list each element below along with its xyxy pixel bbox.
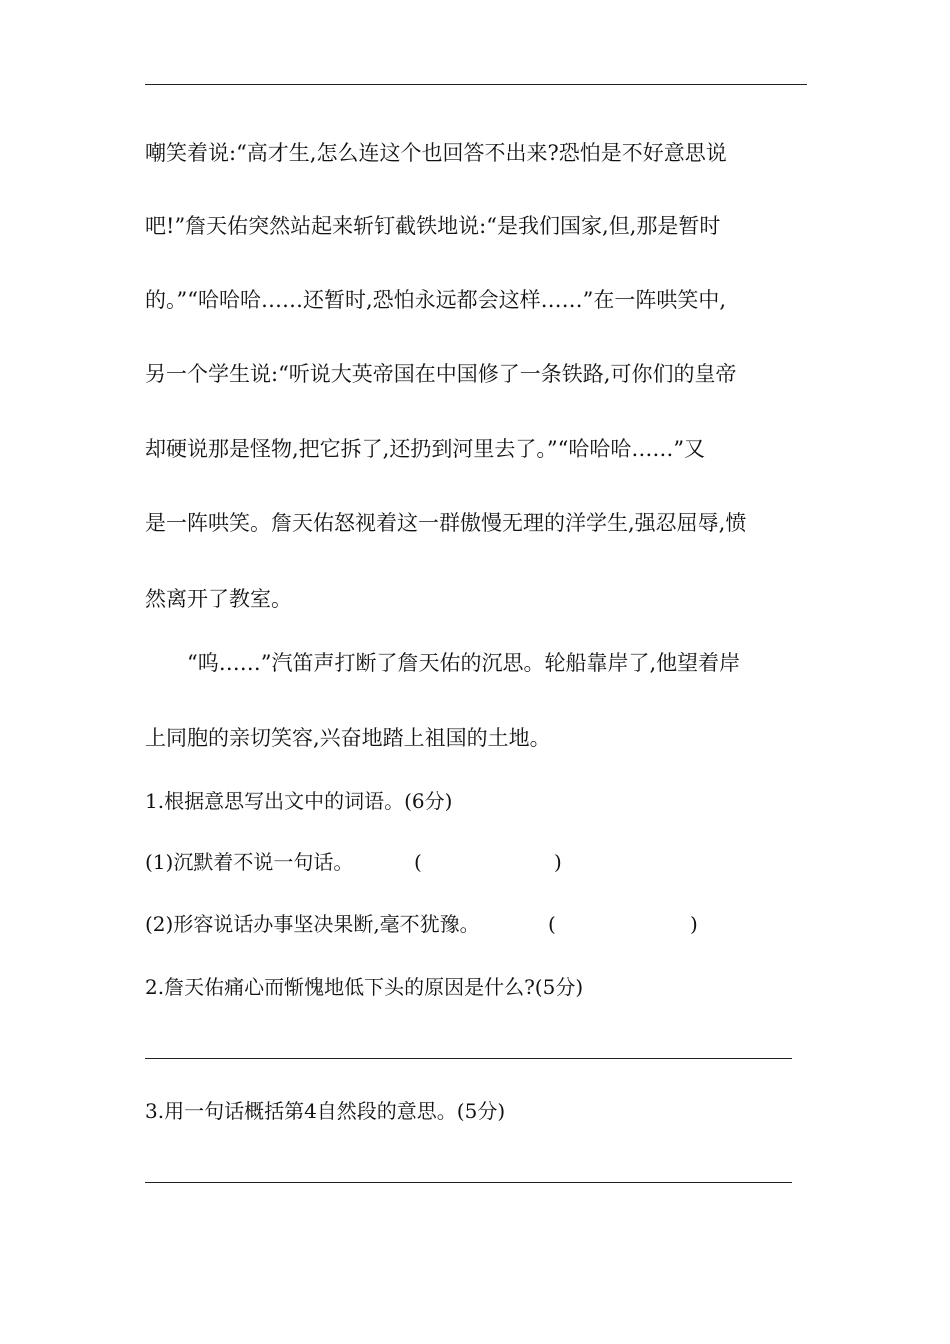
passage-line: “呜……”汽笛声打断了詹天佑的沉思。轮船靠岸了,他望着岸 [187, 651, 741, 675]
passage-line: 然离开了教室。 [145, 587, 292, 611]
answer-paren-close: ) [690, 912, 698, 936]
answer-line[interactable] [145, 1058, 792, 1059]
passage-line: 的。”“哈哈哈……还暂时,恐怕永远都会这样……”在一阵哄笑中, [145, 288, 727, 312]
passage-line: 另一个学生说:“听说大英帝国在中国修了一条铁路,可你们的皇帝 [145, 362, 737, 386]
question-3-title: 3.用一句话概括第4自然段的意思。(5分) [145, 1099, 506, 1123]
question-1-sub2: (2)形容说话办事坚决果断,毫不犹豫。 [145, 912, 480, 936]
passage-line: 却硬说那是怪物,把它拆了,还扔到河里去了。”“哈哈哈……”又 [145, 437, 706, 461]
passage-line: 是一阵哄笑。詹天佑怒视着这一群傲慢无理的洋学生,强忍屈辱,愤 [145, 511, 747, 535]
question-1-sub1: (1)沉默着不说一句话。 [145, 850, 354, 874]
passage-line: 嘲笑着说:“高才生,怎么连这个也回答不出来?恐怕是不好意思说 [145, 141, 727, 165]
answer-line[interactable] [145, 1182, 792, 1183]
header-rule [145, 84, 807, 85]
answer-paren-open: ( [548, 912, 556, 936]
passage-line: 吧!”詹天佑突然站起来斩钉截铁地说:“是我们国家,但,那是暂时 [145, 214, 721, 238]
answer-paren-close: ) [554, 850, 562, 874]
passage-line: 上同胞的亲切笑容,兴奋地踏上祖国的土地。 [145, 726, 551, 750]
question-1-title: 1.根据意思写出文中的词语。(6分) [145, 789, 453, 813]
answer-paren-open: ( [414, 850, 422, 874]
question-2-title: 2.詹天佑痛心而惭愧地低下头的原因是什么?(5分) [145, 975, 584, 999]
